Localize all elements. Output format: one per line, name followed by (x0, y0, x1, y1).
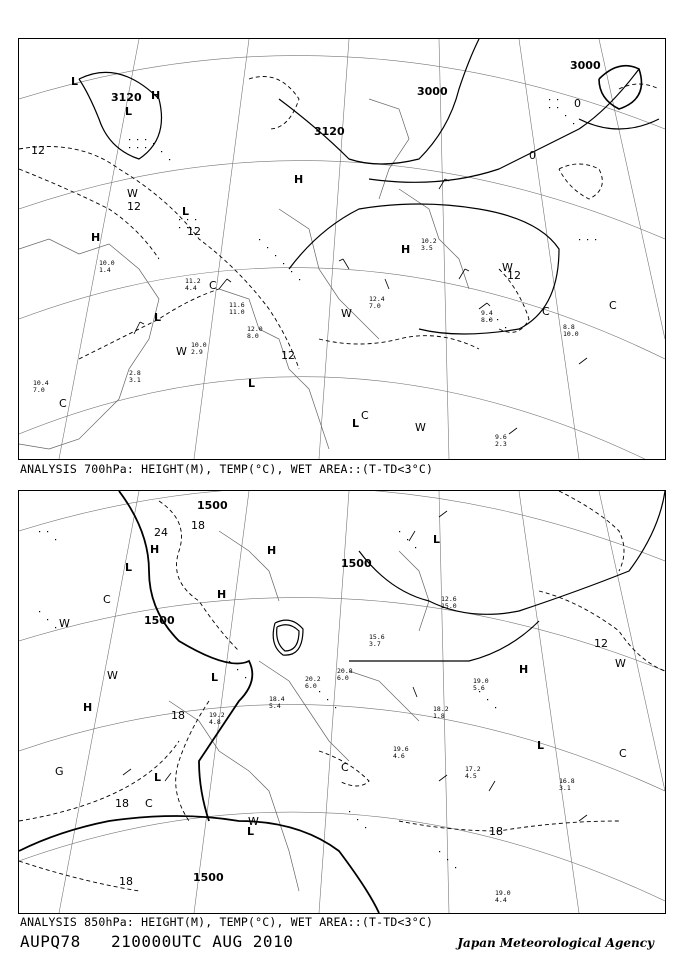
warm-center: W (415, 421, 426, 434)
isotherm-label: 12 (594, 637, 608, 650)
height-label: 3000 (570, 59, 601, 72)
high-center: H (83, 701, 93, 714)
low-center: L (352, 417, 360, 430)
high-center: H (150, 543, 160, 556)
coastline (19, 99, 469, 449)
station-temp: 11.6 (229, 301, 245, 309)
caption-850hpa: ANALYSIS 850hPa: HEIGHT(M), TEMP(°C), WET AREA::(T-TD<3°C) (20, 915, 434, 929)
map-850hpa (19, 491, 665, 913)
chart-header (20, 932, 313, 951)
graticule (19, 491, 665, 913)
map-panel-700hpa (18, 38, 666, 460)
station-dewpoint: 4.5 (465, 772, 477, 780)
station-temp: 10.0 (99, 259, 115, 267)
station-temp: 19.2 (209, 711, 225, 719)
warm-center: W (59, 617, 70, 630)
station-dewpoint: 4.8 (209, 718, 221, 726)
station-temp: 11.2 (185, 277, 201, 285)
isotherm-label: 18 (191, 519, 205, 532)
station-plot (269, 695, 285, 710)
station-temp: 10.2 (421, 237, 437, 245)
height-label: 1500 (197, 499, 228, 512)
isotherm-label: 12 (31, 144, 45, 157)
station-plot (99, 259, 115, 274)
high-center: H (267, 544, 277, 557)
isotherm-label: 12 (281, 349, 295, 362)
station-temp: 18.4 (269, 695, 285, 703)
station-plot (433, 705, 449, 720)
warm-center: W (248, 815, 259, 828)
low-center: L (154, 771, 162, 784)
low-center: L (433, 533, 441, 546)
isotherm-label: 0 (529, 149, 536, 162)
wet-area-700 (129, 99, 596, 328)
station-temp: 9.4 (481, 309, 493, 317)
station-plot (563, 323, 579, 338)
isotherm-label: 18 (115, 797, 129, 810)
station-dewpoint: 3.1 (559, 784, 571, 792)
station-dewpoint: 4.4 (185, 284, 197, 292)
station-temp: 19.6 (393, 745, 409, 753)
valid-time: 210000UTC AUG 2010 (110, 932, 294, 951)
station-dewpoint: 2.3 (495, 440, 507, 448)
station-plot (33, 379, 49, 394)
isotherm-label: 18 (119, 875, 133, 888)
low-center: L (537, 739, 545, 752)
warm-center: W (107, 669, 118, 682)
station-dewpoint: 8.0 (481, 316, 493, 324)
height-label: 1500 (144, 614, 175, 627)
station-plot (481, 309, 493, 324)
cold-center: C (209, 279, 217, 292)
station-plot (191, 341, 207, 356)
station-plot (441, 595, 457, 610)
isotherm-label: 12 (187, 225, 201, 238)
caption-700hpa: ANALYSIS 700hPa: HEIGHT(M), TEMP(°C), WET AREA::(T-TD<3°C) (20, 462, 434, 476)
high-center: H (401, 243, 411, 256)
height-label: 3000 (417, 85, 448, 98)
low-center: L (247, 825, 255, 838)
station-temp: 17.2 (465, 765, 481, 773)
station-dewpoint: 8.0 (247, 332, 259, 340)
station-dewpoint: 1.4 (99, 266, 111, 274)
station-dewpoint: 1.8 (433, 712, 445, 720)
station-temp: 16.8 (559, 777, 575, 785)
station-temp: 10.4 (33, 379, 49, 387)
station-plot (129, 369, 141, 384)
station-plot (185, 277, 201, 292)
station-dewpoint: 4.6 (393, 752, 405, 760)
height-label: 1500 (341, 557, 372, 570)
station-dewpoint: 4.4 (495, 896, 507, 904)
station-temp: 19.0 (473, 677, 489, 685)
cold-center: C (59, 397, 67, 410)
g-center: G (55, 765, 64, 778)
station-temp: 18.2 (433, 705, 449, 713)
pressure-centers-850 (55, 533, 627, 838)
height-contours-850 (19, 491, 665, 913)
isotherm-label: 18 (489, 825, 503, 838)
high-center: H (151, 89, 161, 102)
low-center: L (248, 377, 256, 390)
wet-area-850 (39, 531, 496, 868)
station-temp: 12.0 (247, 325, 263, 333)
station-temp: 19.0 (495, 889, 511, 897)
low-center: L (182, 205, 190, 218)
station-dewpoint: 5.4 (269, 702, 281, 710)
map-700hpa (19, 39, 665, 459)
station-plot (369, 633, 385, 648)
warm-center: W (615, 657, 626, 670)
low-center: L (125, 561, 133, 574)
station-temp: 10.0 (191, 341, 207, 349)
high-center: H (217, 588, 227, 601)
station-plot (247, 325, 263, 340)
isotherm-label: 12 (507, 269, 521, 282)
station-temp: 20.8 (337, 667, 353, 675)
isotherm-label: 24 (154, 526, 168, 539)
station-dewpoint: 5.6 (473, 684, 485, 692)
station-plot (495, 433, 507, 448)
station-dewpoint: 3.5 (421, 244, 433, 252)
low-center: L (154, 311, 162, 324)
station-dewpoint: 10.0 (563, 330, 579, 338)
station-plot (393, 745, 409, 760)
station-dewpoint: 15.0 (441, 602, 457, 610)
cold-center: C (361, 409, 369, 422)
high-center: H (91, 231, 101, 244)
station-temp: 9.6 (495, 433, 507, 441)
low-center: L (211, 671, 219, 684)
high-center: H (519, 663, 529, 676)
station-dewpoint: 3.7 (369, 640, 381, 648)
station-dewpoint: 3.1 (129, 376, 141, 384)
station-plot (473, 677, 489, 692)
cold-center: C (341, 761, 349, 774)
station-dewpoint: 6.0 (305, 682, 317, 690)
station-plot (369, 295, 385, 310)
warm-center: W (176, 345, 187, 358)
isotherm-label: 18 (171, 709, 185, 722)
station-plot (229, 301, 245, 316)
station-plot (495, 889, 511, 904)
cold-center: C (619, 747, 627, 760)
cold-center: C (609, 299, 617, 312)
wind-barbs-700 (134, 179, 587, 434)
height-label: 3120 (111, 91, 142, 104)
low-center: L (125, 105, 133, 118)
isotherm-label: 12 (127, 200, 141, 213)
height-label: 1500 (193, 871, 224, 884)
station-dewpoint: 2.9 (191, 348, 203, 356)
warm-center: W (127, 187, 138, 200)
station-plot (465, 765, 481, 780)
station-plot (305, 675, 321, 690)
height-label: 3120 (314, 125, 345, 138)
station-temp: 8.8 (563, 323, 575, 331)
station-dewpoint: 7.0 (33, 386, 45, 394)
station-plot (337, 667, 353, 682)
station-plot (209, 711, 225, 726)
cold-center: C (542, 305, 550, 318)
station-plots-850 (209, 595, 575, 904)
station-temp: 12.4 (369, 295, 385, 303)
station-dewpoint: 7.0 (369, 302, 381, 310)
map-panel-850hpa (18, 490, 666, 914)
station-dewpoint: 11.0 (229, 308, 245, 316)
station-temp: 15.6 (369, 633, 385, 641)
warm-center: W (341, 307, 352, 320)
station-temp: 2.8 (129, 369, 141, 377)
low-center: L (71, 75, 79, 88)
isotherm-label: 0 (574, 97, 581, 110)
station-temp: 20.2 (305, 675, 321, 683)
station-temp: 12.6 (441, 595, 457, 603)
isotherms-850 (19, 491, 665, 891)
cold-center: C (103, 593, 111, 606)
cold-center: C (145, 797, 153, 810)
chart-id: AUPQ78 (20, 932, 81, 951)
high-center: H (294, 173, 304, 186)
station-dewpoint: 6.0 (337, 674, 349, 682)
station-plots-700 (33, 237, 579, 448)
warm-center: W (502, 261, 513, 274)
station-plot (421, 237, 437, 252)
agency-name: Japan Meteorological Agency (457, 936, 654, 950)
coastline (169, 531, 429, 891)
station-plot (559, 777, 575, 792)
